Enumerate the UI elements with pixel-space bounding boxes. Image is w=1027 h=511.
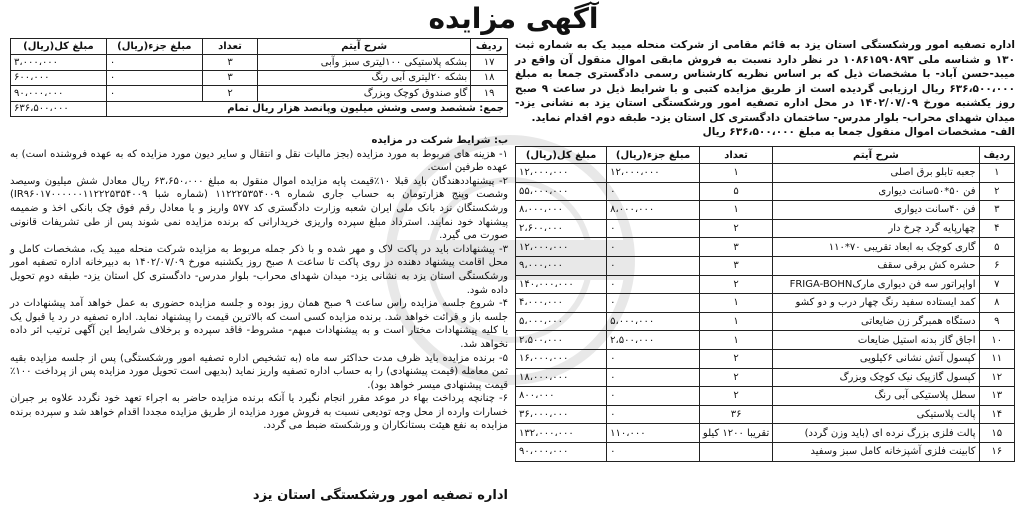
cell-unit-price: ۰ (607, 275, 700, 294)
cell-total-price: ۸،۰۰۰،۰۰۰ (516, 201, 607, 220)
cell-item: کابینت فلزی آشپزخانه کامل سبز وسفید (773, 442, 979, 461)
total-label: جمع: ششصد وسی وشش میلیون وپانصد هزار ریال تمام (106, 101, 507, 117)
cell-unit-price: ۱۱۰،۰۰۰ (607, 424, 700, 443)
cell-item: پالت پلاستیکی (773, 405, 979, 424)
cell-total-price: ۹۰،۰۰۰،۰۰۰ (11, 86, 107, 102)
cell-qty: ۳ (202, 70, 257, 86)
cell-total-price: ۱۴۰،۰۰۰،۰۰۰ (516, 275, 607, 294)
cell-total-price: ۶۰۰،۰۰۰ (11, 70, 107, 86)
cell-unit-price: ۸،۰۰۰،۰۰۰ (607, 201, 700, 220)
total-row (11, 101, 508, 117)
cell-total-price: ۳۶،۰۰۰،۰۰۰ (516, 405, 607, 424)
cell-total-price: ۹۰،۰۰۰،۰۰۰ (516, 442, 607, 461)
cell-qty: ۳ (699, 238, 772, 257)
cell-unit-price: ۰ (607, 219, 700, 238)
cell-item: دستگاه همبرگر زن ضایعاتی (773, 312, 979, 331)
table-header-row (516, 147, 1015, 164)
table-row (11, 86, 508, 102)
intro-text: اداره تصفیه امور ورشکستگی استان یزد به قائم مقامی از شرکت منحله میبد یک به شماره ثبت ۱۳۰ و شناسه ملی ۱۰۸۶۱۵۹۰۸۹۳ در نظر دارد نسبت به فروش مابقی اموال منقول آن واقع در میبد-حسن آباد- با مشخصات ذیل که بر اساس نظریه کارشناس رسمی دادگستری جمعا به مبلغ ۶۳۶،۵۰۰،۰۰۰ ریال ارزیابی گردیده است از طریق مزایده کتبی و با شرایط ذیل در ساعت ۹ صبح روز یکشنبه مورخ ۱۴۰۲/۰۷/۰۹ در محل اداره تصفیه امور ورشکستگی استان یزد به نشانی یزد- میدان شهدای محراب- بلوار مدرس- ساختمان دادگستری کل استان یزد- طبقه دوم اقدام نماید. (515, 39, 1015, 124)
cell-qty: ۲ (202, 86, 257, 102)
cell-unit-price: ۵،۰۰۰،۰۰۰ (607, 312, 700, 331)
condition-1: ۱- هزینه های مربوط به مورد مزایده (بجز مالیات نقل و انتقال و سایر دیون مورد مزایده که به عهده فروشنده است) به عهده طرفین است. (10, 148, 508, 174)
cell-total-price: ۹،۰۰۰،۰۰۰ (516, 256, 607, 275)
cell-unit-price: ۱۲،۰۰۰،۰۰۰ (607, 164, 700, 183)
items-table-left (10, 38, 508, 117)
cell-row-number: ۱۶ (979, 442, 1014, 461)
cell-total-price: ۱۳۲،۰۰۰،۰۰۰ (516, 424, 607, 443)
cell-row-number: ۱۱ (979, 349, 1014, 368)
condition-5: ۵- برنده مزایده باید ظرف مدت حداکثر سه ماه (به تشخیص اداره تصفیه امور ورشکستگی) پس از جلسه مزایده بقیه ثمن معامله (قیمت پیشنهادی) را به حساب اداره تصفیه واریز نماید (بدیهی است تحویل مورد مزایده پس از پرداخت ۱۰۰٪ قیمت پیشنهادی میسر خواهد بود). (10, 352, 508, 391)
cell-unit-price: ۰ (106, 70, 202, 86)
cell-qty: ۱ (699, 331, 772, 350)
cell-unit-price: ۰ (607, 387, 700, 406)
cell-unit-price: ۰ (607, 405, 700, 424)
cell-total-price: ۱۶،۰۰۰،۰۰۰ (516, 349, 607, 368)
cell-row-number: ۵ (979, 238, 1014, 257)
total-value: ۶۳۶،۵۰۰،۰۰۰ (11, 101, 107, 117)
cell-item: اجاق گاز بدنه استیل ضایعات (773, 331, 979, 350)
cell-total-price: ۵،۰۰۰،۰۰۰ (516, 312, 607, 331)
cell-row-number: ۴ (979, 219, 1014, 238)
cell-unit-price: ۰ (607, 238, 700, 257)
cell-item: گاو صندوق کوچک وبزرگ (258, 86, 471, 102)
cell-item: فن ۵۰*۵۰سانت دیواری (773, 182, 979, 201)
cell-total-price: ۵۵،۰۰۰،۰۰۰ (516, 182, 607, 201)
intro-block (515, 38, 1015, 140)
header-qty: تعداد (202, 39, 257, 55)
condition-3: ۳- پیشنهادات باید در پاکت لاک و مهر شده و با ذکر جمله مربوط به مزایده شرکت منحله میبد یک، مشخصات کامل و محل اقامت پیشنهاد دهنده در روی پاکت تا ساعت ۸ صبح روز یکشنبه مورخ ۱۴۰۲/۰۷/۰۹ به دبیرخانه اداره تصفیه امور ورشکستگی استان یزد به نشانی یزد- میدان شهدای محراب- بلوار مدرس- دادگستری کل استان یزد- طبقه دوم تحویل داده شود. (10, 243, 508, 296)
cell-total-price: ۱۸،۰۰۰،۰۰۰ (516, 368, 607, 387)
cell-item: جعبه تابلو برق اصلی (773, 164, 979, 183)
table-row (516, 405, 1015, 424)
signer: اداره تصفیه امور ورشکستگی استان یزد (252, 488, 508, 503)
table-row (516, 312, 1015, 331)
cell-total-price: ۲،۵۰۰،۰۰۰ (516, 331, 607, 350)
cell-row-number: ۱۵ (979, 424, 1014, 443)
cell-qty: ۲ (699, 387, 772, 406)
cell-item: چهارپایه گرد چرخ دار (773, 219, 979, 238)
table-row (516, 201, 1015, 220)
cell-unit-price: ۰ (607, 368, 700, 387)
table-row (516, 182, 1015, 201)
table-row (11, 70, 508, 86)
cell-unit-price: ۰ (607, 349, 700, 368)
cell-row-number: ۸ (979, 294, 1014, 313)
cell-row-number: ۹ (979, 312, 1014, 331)
cell-unit-price: ۰ (607, 442, 700, 461)
cell-row-number: ۷ (979, 275, 1014, 294)
section-b-heading: ب: شرایط شرکت در مزایده (371, 135, 508, 146)
cell-row-number: ۱۴ (979, 405, 1014, 424)
items-table-right (515, 146, 1015, 462)
cell-qty: ۳ (699, 256, 772, 275)
cell-total-price: ۱۲،۰۰۰،۰۰۰ (516, 164, 607, 183)
cell-item: سطل پلاستیکی آبی رنگ (773, 387, 979, 406)
cell-qty (699, 442, 772, 461)
header-unit-price: مبلغ جزء(ریال) (106, 39, 202, 55)
cell-qty: ۳۶ (699, 405, 772, 424)
section-a-heading: الف- مشخصات اموال منقول جمعا به مبلغ ۶۳۶،۵۰۰،۰۰۰ ریال (702, 126, 1015, 138)
cell-row-number: ۲ (979, 182, 1014, 201)
cell-unit-price: ۰ (106, 55, 202, 71)
cell-item: بشکه پلاستیکی ۱۰۰لیتری سبز وآبی (258, 55, 471, 71)
header-item: شرح آیتم (773, 147, 979, 164)
cell-qty: ۵ (699, 182, 772, 201)
cell-qty: ۱ (699, 164, 772, 183)
cell-qty: ۳ (202, 55, 257, 71)
cell-total-price: ۲،۶۰۰،۰۰۰ (516, 219, 607, 238)
header-item: شرح آیتم (258, 39, 471, 55)
header-total-price: مبلغ کل(ریال) (516, 147, 607, 164)
cell-row-number: ۱۰ (979, 331, 1014, 350)
table-row (516, 219, 1015, 238)
condition-6: ۶- چنانچه پرداخت بهاء در موعد مقرر انجام نگیرد یا آنکه برنده مزایده حاضر به اجراء تعهد خود نگردد علاوه بر جبران خسارات وارده از محل وجه تودیعی نسبت به فروش مورد مزایده از طریق مزایده مجددا اقدام خواهد شد و سپرده برنده مزایده به نفع هیئت بستانکاران و ورشکسته ضبط می گردد. (10, 393, 508, 432)
table-row (516, 256, 1015, 275)
header-qty: تعداد (699, 147, 772, 164)
cell-total-price: ۴،۰۰۰،۰۰۰ (516, 294, 607, 313)
cell-qty: ۱ (699, 294, 772, 313)
table-header-row (11, 39, 508, 55)
cell-total-price: ۱۲،۰۰۰،۰۰۰ (516, 238, 607, 257)
cell-item: گاری کوچک به ابعاد تقریبی ۷۰*۱۱۰ (773, 238, 979, 257)
condition-2: ۲- پیشنهاددهندگان باید قبلا ۱۰٪قیمت پایه مزایده اموال منقول به مبلغ ۶۳،۶۵۰،۰۰۰ ریال معادل شش میلیون وسیصد وشصت وپنج هزارتومان به حساب جاری شماره ۱۱۲۲۲۵۳۵۴۰۰۹ (شماره شبا IR۹۶۰۱۷۰۰۰۰۰۰۱۱۲۲۲۵۳۵۴۰۰۹) ورشکستگان نزد بانک ملی ایران شعبه وزارت دادگستری کد ۵۷۷ واریز و یا معادل رقم فوق چک بانکی اخذ و ضمیمه پیشنهاد خود نمایند. استرداد مبلغ سپرده واریزی خریدارانی که برنده مزایده نمی شوند پس از طی تشریفات قانونی صورت می گیرد. (10, 175, 509, 242)
cell-item: کپسول گازپیک نیک کوچک وبزرگ (773, 368, 979, 387)
cell-row-number: ۱۲ (979, 368, 1014, 387)
left-column (10, 38, 508, 117)
table-row (516, 275, 1015, 294)
header-unit-price: مبلغ جزء(ریال) (607, 147, 700, 164)
cell-qty: ۲ (699, 368, 772, 387)
cell-unit-price: ۰ (607, 294, 700, 313)
cell-row-number: ۶ (979, 256, 1014, 275)
cell-row-number: ۱ (979, 164, 1014, 183)
cell-item: اواپراتور سه فن دیواری مارکFRIGA-BOHN (773, 275, 979, 294)
table-row (516, 442, 1015, 461)
cell-unit-price: ۲،۵۰۰،۰۰۰ (607, 331, 700, 350)
table-row (516, 387, 1015, 406)
table-row (11, 55, 508, 71)
table-row (516, 238, 1015, 257)
table-row (516, 424, 1015, 443)
cell-qty: ۲ (699, 219, 772, 238)
header-row-number: ردیف (979, 147, 1014, 164)
cell-row-number: ۱۳ (979, 387, 1014, 406)
cell-row-number: ۱۹ (471, 86, 508, 102)
cell-total-price: ۸۰۰،۰۰۰ (516, 387, 607, 406)
cell-item: کمد ایستاده سفید رنگ چهار درب و دو کشو (773, 294, 979, 313)
cell-row-number: ۳ (979, 201, 1014, 220)
cell-total-price: ۳،۰۰۰،۰۰۰ (11, 55, 107, 71)
table-row (516, 331, 1015, 350)
cell-qty: ۲ (699, 275, 772, 294)
cell-qty: تقریبا ۱۲۰۰ کیلو (699, 424, 772, 443)
table-row (516, 368, 1015, 387)
cell-qty: ۲ (699, 349, 772, 368)
cell-item: فن ۴۰سانت دیواری (773, 201, 979, 220)
cell-item: بشکه ۲۰لیتری آبی رنگ (258, 70, 471, 86)
cell-qty: ۱ (699, 201, 772, 220)
cell-row-number: ۱۸ (471, 70, 508, 86)
cell-row-number: ۱۷ (471, 55, 508, 71)
header-total-price: مبلغ کل(ریال) (11, 39, 107, 55)
cell-unit-price: ۰ (607, 256, 700, 275)
cell-unit-price: ۰ (607, 182, 700, 201)
cell-unit-price: ۰ (106, 86, 202, 102)
cell-item: پالت فلزی بزرگ نرده ای (باید وزن گردد) (773, 424, 979, 443)
conditions-block (10, 134, 508, 433)
cell-item: کپسول آتش نشانی ۶کیلویی (773, 349, 979, 368)
table-row (516, 164, 1015, 183)
cell-qty: ۱ (699, 312, 772, 331)
condition-4: ۴- شروع جلسه مزایده راس ساعت ۹ صبح همان روز بوده و جلسه مزایده حضوری به عمل خواهد آمد پیشنهادات در جلسه باز و قرائت خواهد شد. برنده مزایده کسی است که بالاترین قیمت را پیشنهاد نماید. اداره تصفیه در رد یا قبول یک یا کلیه پیشنهادات مختار است و به پیشنهادات مبهم- مشروط- فاقد سپرده و برخلاف شرایط این آگهی ترتیب اثر داده نخواهد شد. (10, 298, 508, 350)
page-title: آگهی مزایده (428, 2, 599, 35)
table-row (516, 349, 1015, 368)
header-row-number: ردیف (471, 39, 508, 55)
table-row (516, 294, 1015, 313)
cell-item: حشره کش برقی سقف (773, 256, 979, 275)
